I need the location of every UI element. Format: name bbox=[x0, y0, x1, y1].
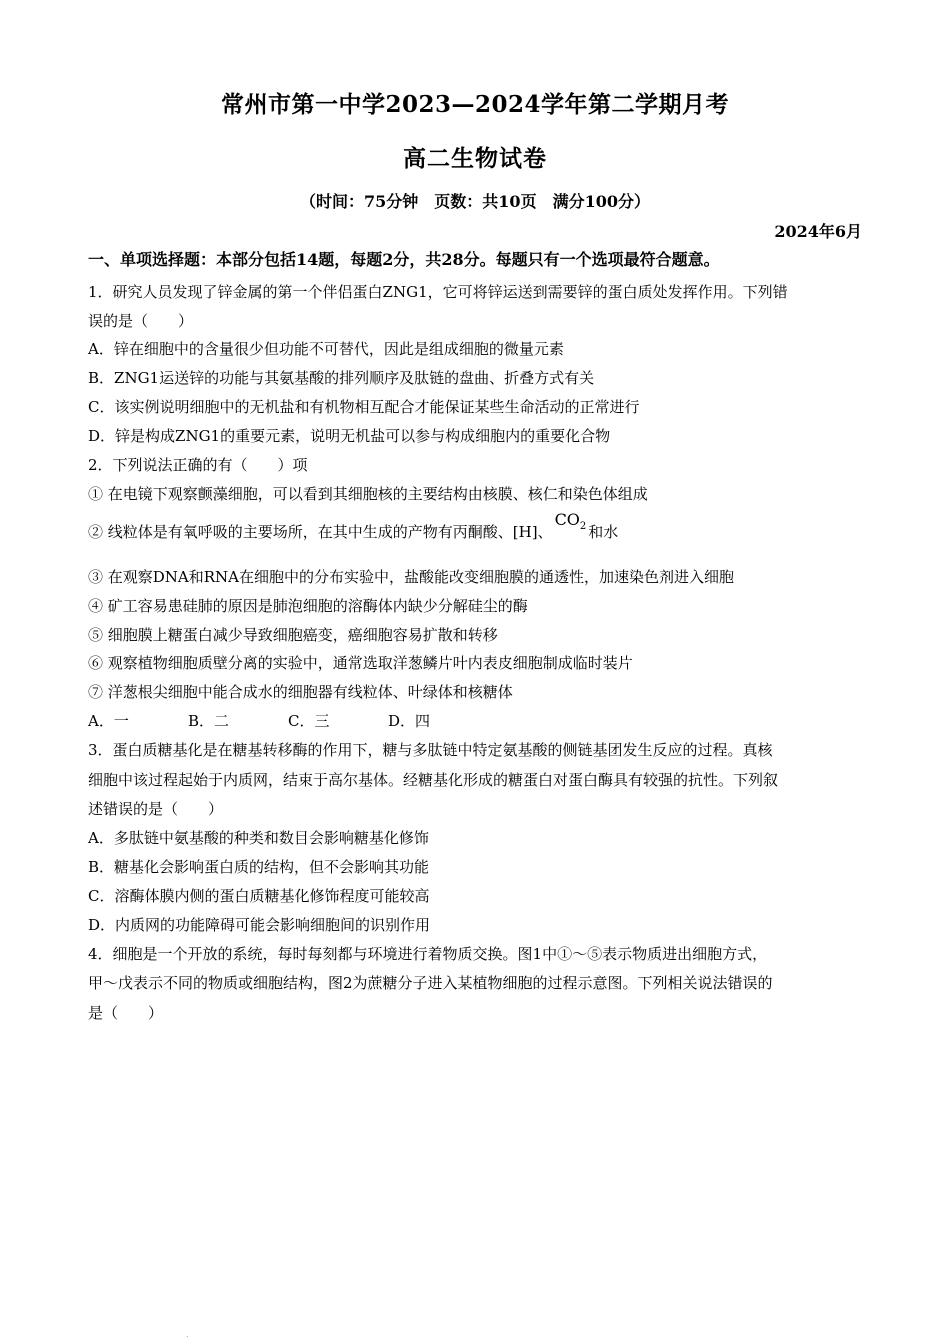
footer-mark: . bbox=[186, 1330, 189, 1339]
exam-info: （时间：75分钟 页数：共10页 满分100分） bbox=[300, 192, 650, 211]
q2-item-2-text: ② 线粒体是有氧呼吸的主要场所，在其中生成的产物有丙酮酸、[H]、 bbox=[88, 523, 553, 541]
q2-option-a: A．一 bbox=[88, 712, 129, 730]
q3-option-a: A．多肽链中氨基酸的种类和数目会影响糖基化修饰 bbox=[88, 829, 429, 847]
q3-stem-line2: 细胞中该过程起始于内质网，结束于高尔基体。经糖基化形成的糖蛋白对蛋白酶具有较强的抗性。下列叙 bbox=[88, 771, 779, 789]
section-heading: 一、单项选择题：本部分包括14题，每题2分，共28分。每题只有一个选项最符合题意。 bbox=[88, 250, 720, 269]
q1-option-d: D．锌是构成ZNG1的重要元素，说明无机盐可以参与构成细胞内的重要化合物 bbox=[88, 427, 611, 445]
q2-item-7: ⑦ 洋葱根尖细胞中能合成水的细胞器有线粒体、叶绿体和核糖体 bbox=[88, 683, 513, 701]
exam-subtitle: 高二生物试卷 bbox=[403, 145, 547, 172]
q2-item-3: ③ 在观察DNA和RNA在细胞中的分布实验中，盐酸能改变细胞膜的通透性，加速染色剂进入细胞 bbox=[88, 568, 735, 586]
q3-stem-line1: 3．蛋白质糖基化是在糖基转移酶的作用下，糖与多肽链中特定氨基酸的侧链基团发生反应的过程。真核 bbox=[88, 741, 773, 759]
q1-stem-line1: 1．研究人员发现了锌金属的第一个伴侣蛋白ZNG1，它可将锌运送到需要锌的蛋白质处发挥作用。下列错 bbox=[88, 283, 788, 301]
q4-stem-line3: 是（ ） bbox=[88, 1004, 164, 1022]
q2-option-d: D．四 bbox=[388, 712, 431, 730]
exam-date: 2024年6月 bbox=[774, 222, 862, 241]
q3-option-d: D．内质网的功能障碍可能会影响细胞间的识别作用 bbox=[88, 916, 431, 934]
q4-stem-line1: 4．细胞是一个开放的系统，每时每刻都与环境进行着物质交换。图1中①～⑤表示物质进出细胞方式， bbox=[88, 945, 768, 963]
q2-option-b: B．二 bbox=[188, 712, 230, 730]
q2-options bbox=[88, 710, 868, 732]
q2-item-4: ④ 矿工容易患硅肺的原因是肺泡细胞的溶酶体内缺少分解硅尘的酶 bbox=[88, 597, 528, 615]
q2-item-2 bbox=[88, 510, 868, 546]
q1-option-a: A．锌在细胞中的含量很少但功能不可替代，因此是组成细胞的微量元素 bbox=[88, 340, 564, 358]
q3-option-c: C．溶酶体膜内侧的蛋白质糖基化修饰程度可能较高 bbox=[88, 887, 430, 905]
q2-option-c: C．三 bbox=[288, 712, 330, 730]
q1-option-b: B．ZNG1运送锌的功能与其氨基酸的排列顺序及肽链的盘曲、折叠方式有关 bbox=[88, 369, 595, 387]
q1-stem-line2: 误的是（ ） bbox=[88, 312, 194, 330]
exam-title: 常州市第一中学2023—2024学年第二学期月考 bbox=[220, 91, 730, 118]
q1-option-c: C．该实例说明细胞中的无机盐和有机物相互配合才能保证某些生命活动的正常进行 bbox=[88, 398, 640, 416]
q2-item-2-tail: 和水 bbox=[588, 523, 619, 541]
q3-option-b: B．糖基化会影响蛋白质的结构，但不会影响其功能 bbox=[88, 858, 430, 876]
q2-item-5: ⑤ 细胞膜上糖蛋白减少导致细胞癌变，癌细胞容易扩散和转移 bbox=[88, 626, 498, 644]
q4-stem-line2: 甲～戊表示不同的物质或细胞结构，图2为蔗糖分子进入某植物细胞的过程示意图。下列相关说法错误的 bbox=[88, 974, 773, 992]
q3-stem-line3: 述错误的是（ ） bbox=[88, 800, 224, 818]
q2-item-6: ⑥ 观察植物细胞质壁分离的实验中，通常选取洋葱鳞片叶内表皮细胞制成临时装片 bbox=[88, 654, 633, 672]
q2-item-1: ① 在电镜下观察颤藻细胞，可以看到其细胞核的主要结构由核膜、核仁和染色体组成 bbox=[88, 485, 648, 503]
co2-formula: $CO_2$ bbox=[554, 510, 587, 532]
q2-stem: 2．下列说法正确的有（ ）项 bbox=[88, 456, 308, 474]
